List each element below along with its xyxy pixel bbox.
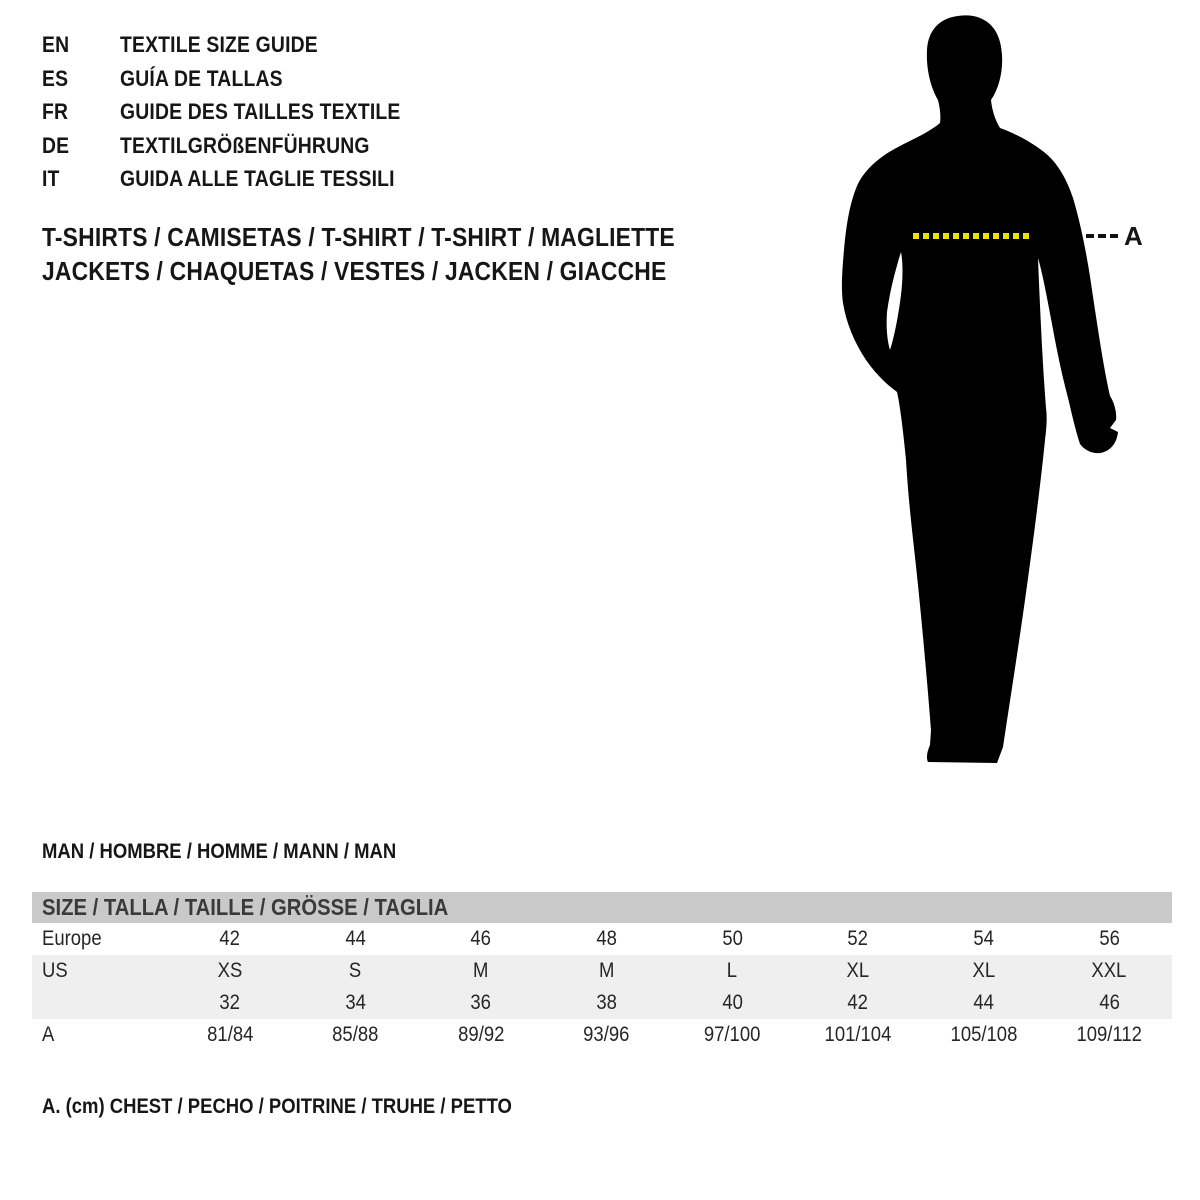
table-row-chest-a <box>32 1019 1172 1051</box>
size-cell: 54 <box>973 927 994 950</box>
category-tshirts: T-SHIRTS / CAMISETAS / T-SHIRT / T-SHIRT / MAGLIETTE <box>42 222 675 252</box>
size-cell: 93/96 <box>583 1023 630 1046</box>
size-cell: 52 <box>847 927 869 950</box>
size-cell: 105/108 <box>950 1023 1017 1046</box>
size-cell: M <box>598 959 615 982</box>
size-table-header-label: SIZE / TALLA / TAILLE / GRÖSSE / TAGLIA <box>42 894 449 920</box>
table-row-us <box>32 955 1172 987</box>
lang-row-es <box>42 62 439 96</box>
size-cell: XXL <box>1091 959 1127 982</box>
size-cell: M <box>473 959 489 982</box>
lang-title: GUÍA DE TALLAS <box>120 65 283 91</box>
size-table <box>32 892 1172 1051</box>
size-cell: 44 <box>973 991 994 1014</box>
size-cell: 101/104 <box>824 1023 892 1046</box>
lang-code: EN <box>42 32 70 57</box>
row-label: Europe <box>42 927 102 950</box>
section-title-man: MAN / HOMBRE / HOMME / MANN / MAN <box>42 840 397 863</box>
size-cell: 42 <box>219 927 241 950</box>
size-cell: XL <box>972 959 995 982</box>
man-silhouette <box>840 10 1132 772</box>
size-cell: XL <box>846 959 870 982</box>
size-cell: 97/100 <box>704 1023 761 1046</box>
size-cell: S <box>349 959 362 982</box>
size-cell: 46 <box>470 927 492 950</box>
size-cell: XS <box>217 959 243 982</box>
size-cell: 40 <box>722 991 743 1014</box>
lang-row-it <box>42 162 439 196</box>
size-cell: 85/88 <box>332 1023 379 1046</box>
row-label: A <box>42 1023 55 1046</box>
size-cell: 109/112 <box>1076 1023 1142 1046</box>
lang-code: FR <box>42 99 69 124</box>
size-cell: 89/92 <box>457 1023 505 1046</box>
category-jackets: JACKETS / CHAQUETAS / VESTES / JACKEN / GIACCHE <box>42 256 667 286</box>
size-cell: 81/84 <box>206 1023 253 1046</box>
row-label: US <box>42 959 68 982</box>
size-cell: 44 <box>345 927 366 950</box>
lang-row-en <box>42 28 439 62</box>
size-cell: 50 <box>722 927 743 950</box>
size-cell: 34 <box>345 991 366 1014</box>
size-table-header-bar <box>32 892 1172 923</box>
lang-code: DE <box>42 132 70 158</box>
measurement-leader-line <box>1086 234 1120 238</box>
table-row-numeric <box>32 987 1172 1019</box>
lang-title: GUIDA ALLE TAGLIE TESSILI <box>120 166 395 191</box>
lang-code: IT <box>42 166 60 191</box>
lang-row-de <box>42 129 439 163</box>
measurement-label-a: A <box>1124 221 1143 251</box>
chest-footnote: A. (cm) CHEST / PECHO / POITRINE / TRUHE / PETTO <box>42 1095 512 1118</box>
lang-row-fr <box>42 95 439 129</box>
chest-measurement-line <box>913 233 1032 239</box>
size-cell: 42 <box>847 991 869 1014</box>
size-cell: 32 <box>219 991 241 1014</box>
size-cell: 56 <box>1098 927 1120 950</box>
lang-title: TEXTILE SIZE GUIDE <box>120 32 318 57</box>
size-cell: 36 <box>470 991 492 1014</box>
size-cell: 46 <box>1098 991 1120 1014</box>
lang-code: ES <box>42 65 69 91</box>
lang-title: GUIDE DES TAILLES TEXTILE <box>120 99 401 124</box>
size-cell: 38 <box>596 991 617 1014</box>
size-cell: L <box>727 959 738 982</box>
lang-title: TEXTILGRÖßENFÜHRUNG <box>120 132 370 158</box>
category-list <box>42 220 761 288</box>
table-row-europe <box>32 923 1172 955</box>
size-cell: 48 <box>596 927 617 950</box>
language-title-list <box>42 28 439 196</box>
